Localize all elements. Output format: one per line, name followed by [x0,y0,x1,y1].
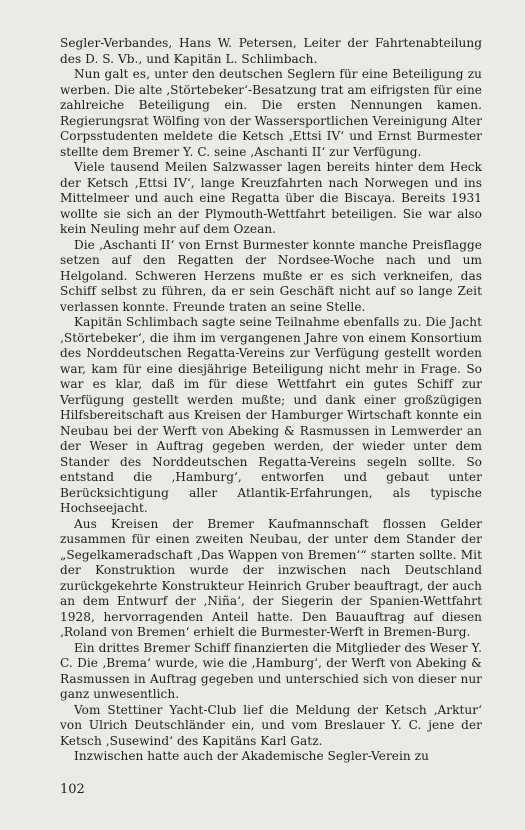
paragraph: Nun galt es, unter den deutschen Seglern für eine Beteiligung zu werben. Die alte ‚Störtebeker‘-Besatzung trat am eifrigsten für eine zahlreiche Beteiligung ein. Die ersten Nennungen kamen. Regierungsrat Wölfing von der Wassersportlichen Vereinigung Alter Corpsstudenten meldete die Ketsch ‚Ettsi IV‘ und Ernst Burmester stellte dem Bremer Y. C. seine ‚Aschanti II‘ zur Verfügung. [60,67,482,159]
paragraph: Aus Kreisen der Bremer Kaufmannschaft flossen Gelder zusammen für einen zweiten Neubau, der unter dem Stander der „Segelkameradschaft ‚Das Wappen von Bremen‘“ starten sollte. Mit der Konstruktion wurde der inzwischen nach Deutschland zurückgekehrte Konstrukteur Heinrich Gruber beauftragt, der auch an dem Entwurf der ‚Niña‘, der Siegerin der Spanien-Wettfahrt 1928, hervorragenden Anteil hatte. Den Bauauftrag auf diesen ‚Roland von Bremen‘ erhielt die Burmester-Werft in Bremen-Burg. [60,516,482,639]
paragraph: Ein drittes Bremer Schiff finanzierten die Mitglieder des Weser Y. C. Die ‚Brema‘ wurde, wie die ‚Hamburg‘, der Werft von Abeking & Rasmussen in Auftrag gegeben und unterschied sich von dieser nur ganz unwesentlich. [60,640,482,701]
paragraph: Die ‚Aschanti II‘ von Ernst Burmester konnte manche Preisflagge setzen auf den Regatten der Nordsee-Woche nach und um Helgoland. Schweren Herzens mußte er es sich verkneifen, das Schiff selbst zu führen, da er sein Geschäft nicht auf so lange Zeit verlassen konnte. Freunde traten an seine Stelle. [60,237,482,314]
body-text [60,36,482,765]
paragraph: Inzwischen hatte auch der Akademische Segler-Verein zu [74,749,429,763]
paragraph: Kapitän Schlimbach sagte seine Teilnahme ebenfalls zu. Die Jacht ‚Störtebeker‘, die ihm im vergangenen Jahre von einem Konsortium des Norddeutschen Regatta-Vereins zur Verfügung gestellt worden war, kam für eine diesjährige Beteiligung nicht mehr in Frage. So war es klar, daß im für diese Wettfahrt ein gutes Schiff zur Verfügung gestellt werden mußte; und dank einer großzügigen Hilfsbereitschaft aus Kreisen der Hamburger Wirtschaft konnte ein Neubau bei der Werft von Abeking & Rasmussen in Lemwerder an der Weser in Auftrag gegeben werden, der wieder unter dem Stander des Norddeutschen Regatta-Vereins segeln sollte. So entstand die ‚Hamburg‘, entworfen und gebaut unter Berücksichtigung aller Atlantik-Erfahrungen, als typische Hochseejacht. [60,315,482,515]
page-number: 102 [60,782,85,797]
paragraph: Vom Stettiner Yacht-Club lief die Meldung der Ketsch ‚Arktur‘ von Ulrich Deutschländer ein, und vom Breslauer Y. C. jene der Ketsch ‚Susewind‘ des Kapitäns Karl Gatz. [60,702,482,748]
paragraph: Viele tausend Meilen Salzwasser lagen bereits hinter dem Heck der Ketsch ‚Ettsi IV‘, lange Kreuzfahrten nach Norwegen und ins Mittelmeer und auch eine Regatta über die Biscaya. Bereits 1931 wollte sie sich an der Plymouth-Wettfahrt beteiligen. Sie war also kein Neuling mehr auf dem Ozean. [60,160,482,236]
paragraph: Segler-Verbandes, Hans W. Petersen, Leiter der Fahrtenabteilung des D. S. Vb., und Kapitän L. Schlimbach. [60,36,482,66]
